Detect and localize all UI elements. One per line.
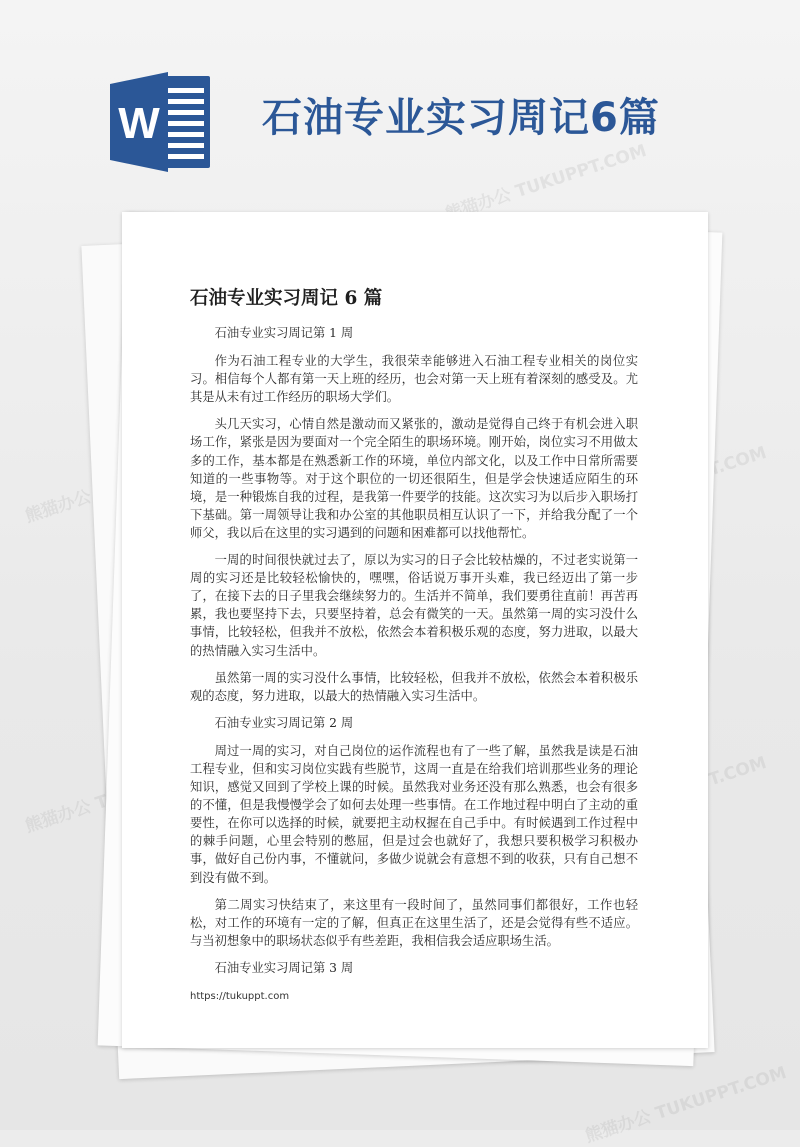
header — [0, 0, 800, 200]
paragraph: 第二周实习快结束了，来这里有一段时间了，虽然同事们都很好，工作也轻松，对工作的环境有一定的了解，但真正在这里生活了，还是会觉得有些不适应。与当初想象中的职场状态似乎有些差距，我相信我会适应职场生活。 — [190, 897, 638, 948]
word-document-icon — [110, 72, 214, 172]
week-heading: 石油专业实习周记第 1 周 — [214, 326, 354, 340]
paragraph: 虽然第一周的实习没什么事情，比较轻松，但我并不放松，依然会本着积极乐观的态度，努力进取，以最大的热情融入实习生活中。 — [190, 670, 638, 703]
footer-link[interactable]: https://tukuppt.com — [190, 991, 290, 1002]
paragraph: 头几天实习，心情自然是激动而又紧张的，激动是觉得自己终于有机会进入职场工作，紧张是因为要面对一个完全陌生的职场环境。刚开始，岗位实习不用做太多的工作，基本都是在熟悉新工作的环境，单位内部文化，以及工作中日常所需要知道的一些事物等。对于这个职位的一切还很陌生，但是学会快速适应陌生的环境，是一种锻炼自我的过程，是我第一件要学的技能。这次实习为以后步入职场打下基础。第一周领导让我和办公室的其他职员相互认识了一下，并给我分配了一个师父，我以后在这里的实习遇到的问题和困难都可以找他帮忙。 — [190, 417, 638, 540]
week-heading: 石油专业实习周记第 3 周 — [214, 960, 354, 975]
document-page — [122, 212, 708, 1048]
word-icon-letter: W — [118, 99, 160, 148]
page-title: 石油专业实习周记6篇 — [262, 95, 660, 141]
paragraph: 周过一周的实习，对自己岗位的运作流程也有了一些了解，虽然我是读是石油工程专业，但和实习岗位实践有些脱节，这周一直是在给我们培训那些业务的理论知识，感觉又回到了学校上课的时候。虽然我对业务还没有那么熟悉，也会有很多的不懂，但是我慢慢学会了如何去处理一些事情。在工作地过程中明白了主动的重要性，在你可以选择的时候，就要把主动权握在自己手中。有时候遇到工作过程中的棘手问题，心里会特别的憋屈，但是过会也就好了，我想只要积极学习积极办事，做好自己份内事，不懂就问，多做少说就会有意想不到的收获，只有自己想不到没有做不到。 — [190, 743, 638, 885]
paragraph: 一周的时间很快就过去了，原以为实习的日子会比较枯燥的，不过老实说第一周的实习还是比较轻松愉快的，嘿嘿，俗话说万事开头难，我已经迈出了第一步了，在接下去的日子里我会继续努力的。生活并不简单，我们要勇往直前！再苦再累，我也要坚持下去，只要坚持着，总会有微笑的一天。虽然第一周的实习没什么事情，比较轻松，但我并不放松，依然会本着积极乐观的态度，努力进取，以最大的热情融入实习生活中。 — [190, 553, 638, 658]
week-heading: 石油专业实习周记第 2 周 — [214, 715, 354, 730]
document-title: 石油专业实习周记 6 篇 — [190, 288, 383, 309]
document-body — [190, 324, 638, 987]
paragraph: 作为石油工程专业的大学生，我很荣幸能够进入石油工程专业相关的岗位实习。相信每个人都有第一天上班的经历，也会对第一天上班有着深刻的感受及。尤其是从未有过工作经历的职场大学们。 — [190, 354, 638, 405]
